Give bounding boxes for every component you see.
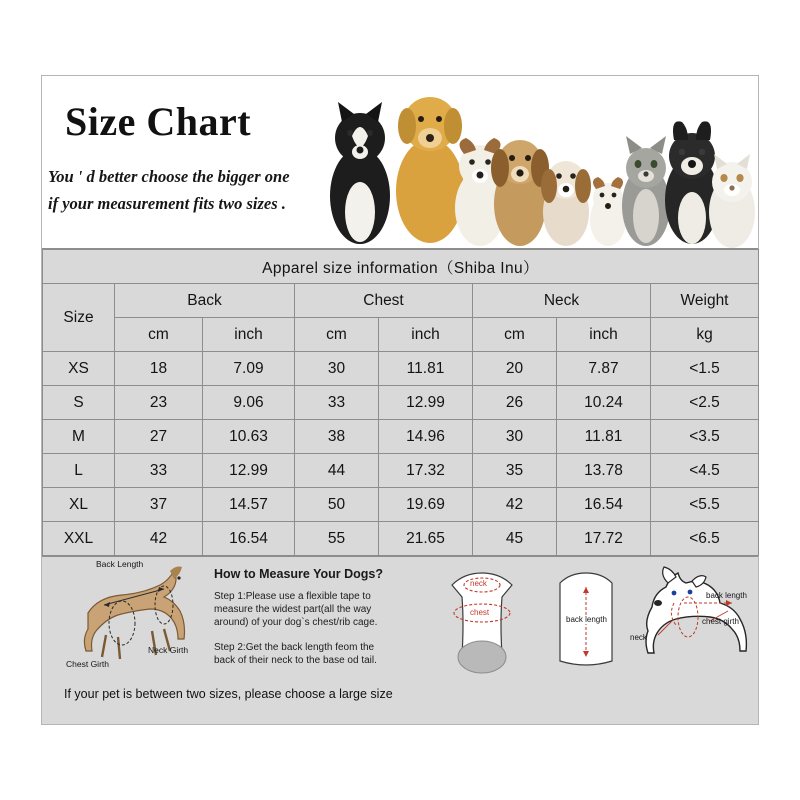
cell-neck-inch: 13.78 xyxy=(557,454,651,488)
cell-neck-cm: 26 xyxy=(473,386,557,420)
unit-chest-cm: cm xyxy=(295,318,379,352)
unit-header-row xyxy=(43,318,759,352)
cell-neck-cm: 42 xyxy=(473,488,557,522)
cell-back-inch: 7.09 xyxy=(203,352,295,386)
cell-neck-inch: 11.81 xyxy=(557,420,651,454)
cell-size: L xyxy=(43,454,115,488)
cell-back-inch: 9.06 xyxy=(203,386,295,420)
cell-back-inch: 14.57 xyxy=(203,488,295,522)
header-neck: Neck xyxy=(473,284,651,318)
cell-weight: <2.5 xyxy=(651,386,759,420)
cell-chest-cm: 50 xyxy=(295,488,379,522)
cell-chest-inch: 21.65 xyxy=(379,522,473,556)
header-weight: Weight xyxy=(651,284,759,318)
cell-back-cm: 37 xyxy=(115,488,203,522)
label-dog-neck: neck xyxy=(630,633,647,642)
cell-back-inch: 12.99 xyxy=(203,454,295,488)
table-row xyxy=(43,454,759,488)
unit-back-cm: cm xyxy=(115,318,203,352)
unit-back-inch: inch xyxy=(203,318,295,352)
cell-size: XS xyxy=(43,352,115,386)
label-dog-back-length: back length xyxy=(706,591,747,600)
cell-weight: <6.5 xyxy=(651,522,759,556)
cell-back-cm: 33 xyxy=(115,454,203,488)
page-title: Size Chart xyxy=(65,99,252,144)
cell-neck-inch: 17.72 xyxy=(557,522,651,556)
cell-size: XXL xyxy=(43,522,115,556)
cell-neck-cm: 20 xyxy=(473,352,557,386)
cell-neck-cm: 35 xyxy=(473,454,557,488)
footer-note: If your pet is between two sizes, please choose a large size xyxy=(64,687,393,701)
cell-back-inch: 16.54 xyxy=(203,522,295,556)
label-garment-chest: chest xyxy=(470,608,490,617)
howto-step-2: Step 2:Get the back length feom the back of their neck to the base od tail. xyxy=(214,642,377,666)
apparel-size-table xyxy=(42,249,759,556)
table-row xyxy=(43,488,759,522)
cell-size: M xyxy=(43,420,115,454)
label-chest-girth: Chest Girth xyxy=(66,659,109,669)
cell-chest-cm: 55 xyxy=(295,522,379,556)
cell-back-inch: 10.63 xyxy=(203,420,295,454)
header-chest: Chest xyxy=(295,284,473,318)
cell-chest-inch: 17.32 xyxy=(379,454,473,488)
unit-chest-inch: inch xyxy=(379,318,473,352)
howto-step-1: Step 1:Please use a flexible tape to measure the widest part(all the way around) of your dog`s chest/rib cage. xyxy=(214,591,378,628)
table-row xyxy=(43,352,759,386)
cell-chest-cm: 33 xyxy=(295,386,379,420)
label-garment-neck: neck xyxy=(470,579,487,588)
cell-neck-inch: 10.24 xyxy=(557,386,651,420)
cell-back-cm: 23 xyxy=(115,386,203,420)
banner xyxy=(42,76,758,249)
unit-neck-inch: inch xyxy=(557,318,651,352)
label-back-length: Back Length xyxy=(96,559,144,569)
cell-neck-inch: 16.54 xyxy=(557,488,651,522)
cell-neck-cm: 30 xyxy=(473,420,557,454)
cell-chest-cm: 44 xyxy=(295,454,379,488)
garment-front-diagram xyxy=(430,565,540,677)
cell-chest-inch: 11.81 xyxy=(379,352,473,386)
garment-back-diagram xyxy=(542,565,632,677)
table-title: Apparel size information（Shiba Inu） xyxy=(43,250,759,284)
dogs-photo xyxy=(308,76,758,248)
cell-weight: <1.5 xyxy=(651,352,759,386)
cell-neck-inch: 7.87 xyxy=(557,352,651,386)
cell-chest-cm: 30 xyxy=(295,352,379,386)
cell-back-cm: 42 xyxy=(115,522,203,556)
cell-chest-inch: 12.99 xyxy=(379,386,473,420)
cell-size: S xyxy=(43,386,115,420)
cell-size: XL xyxy=(43,488,115,522)
cell-chest-inch: 19.69 xyxy=(379,488,473,522)
cell-weight: <3.5 xyxy=(651,420,759,454)
cell-chest-cm: 38 xyxy=(295,420,379,454)
dog-measure-diagram xyxy=(60,561,210,673)
size-chart-sheet xyxy=(41,75,759,725)
cell-weight: <5.5 xyxy=(651,488,759,522)
how-to-measure-section xyxy=(42,556,758,709)
unit-neck-cm: cm xyxy=(473,318,557,352)
banner-subtitle-line2: if your measurement fits two sizes . xyxy=(48,194,286,213)
cell-neck-cm: 45 xyxy=(473,522,557,556)
cell-weight: <4.5 xyxy=(651,454,759,488)
header-size: Size xyxy=(43,284,115,352)
howto-title: How to Measure Your Dogs? xyxy=(214,567,384,581)
label-garment-back-length: back length xyxy=(566,615,607,624)
table-row xyxy=(43,386,759,420)
cell-back-cm: 18 xyxy=(115,352,203,386)
header-back: Back xyxy=(115,284,295,318)
table-row xyxy=(43,522,759,556)
label-neck-girth: Neck Girth xyxy=(148,645,189,655)
group-header-row xyxy=(43,284,759,318)
banner-subtitle-line1: You ' d better choose the bigger one xyxy=(48,167,290,186)
table-title-row xyxy=(43,250,759,284)
cell-back-cm: 27 xyxy=(115,420,203,454)
label-dog-chest-girth: chest girth xyxy=(702,617,739,626)
dog-outline-diagram xyxy=(628,559,754,677)
table-row xyxy=(43,420,759,454)
unit-weight-kg: kg xyxy=(651,318,759,352)
cell-chest-inch: 14.96 xyxy=(379,420,473,454)
